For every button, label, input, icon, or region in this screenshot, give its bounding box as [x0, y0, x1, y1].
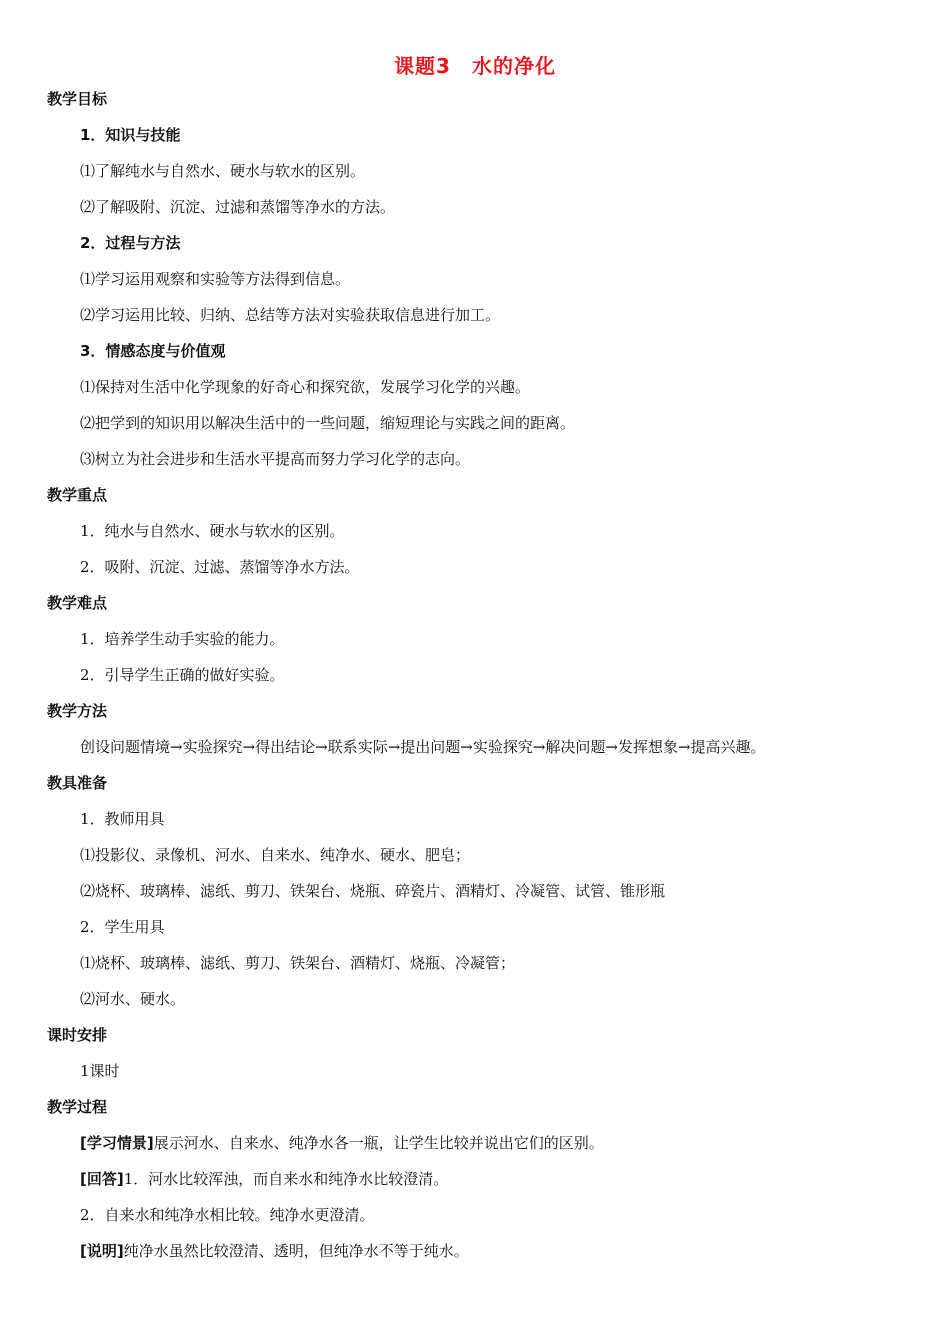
objective-item: ⑴保持对生活中化学现象的好奇心和探究欲，发展学习化学的兴趣。 [80, 378, 531, 396]
subheading-knowledge-skills: 1．知识与技能 [80, 126, 181, 144]
process-tag: [说明] [80, 1242, 124, 1260]
keypoint-item: 1．纯水与自然水、硬水与软水的区别。 [80, 522, 345, 540]
keypoint-item: 2．吸附、沉淀、过滤、蒸馏等净水方法。 [80, 558, 360, 576]
tools-item: ⑴投影仪、录像机、河水、自来水、纯净水、硬水、肥皂； [80, 846, 471, 864]
objective-item: ⑶树立为社会进步和生活水平提高而努力学习化学的志向。 [80, 450, 471, 468]
process-text: 1．河水比较浑浊，而自来水和纯净水比较澄清。 [123, 1170, 449, 1188]
process-text: 纯净水虽然比较澄清、透明，但纯净水不等于纯水。 [123, 1242, 469, 1260]
process-paragraph [80, 1169, 448, 1189]
tools-item: ⑴烧杯、玻璃棒、滤纸、剪刀、铁架台、酒精灯、烧瓶、冷凝管； [80, 954, 516, 972]
tools-subheading-student: 2．学生用具 [80, 918, 165, 936]
objective-item: ⑴学习运用观察和实验等方法得到信息。 [80, 270, 351, 288]
page-title: 课题3 水的净化 [394, 54, 556, 78]
process-paragraph [80, 1133, 604, 1153]
process-tag: [回答] [80, 1170, 124, 1188]
difficulty-item: 1．培养学生动手实验的能力。 [80, 630, 285, 648]
tools-subheading-teacher: 1．教师用具 [80, 810, 165, 828]
subheading-attitude-values: 3．情感态度与价值观 [80, 342, 226, 360]
section-heading-objectives: 教学目标 [47, 90, 108, 108]
section-heading-difficulties: 教学难点 [47, 594, 108, 612]
schedule-text: 1课时 [80, 1062, 120, 1080]
process-text: 展示河水、自来水、纯净水各一瓶，让学生比较并说出它们的区别。 [153, 1134, 604, 1152]
objective-item: ⑵学习运用比较、归纳、总结等方法对实验获取信息进行加工。 [80, 306, 501, 324]
section-heading-schedule: 课时安排 [47, 1026, 108, 1044]
section-heading-methods: 教学方法 [47, 702, 108, 720]
process-paragraph [80, 1241, 469, 1261]
objective-item: ⑵把学到的知识用以解决生活中的一些问题，缩短理论与实践之间的距离。 [80, 414, 576, 432]
process-paragraph: 2．自来水和纯净水相比较。纯净水更澄清。 [80, 1206, 375, 1224]
section-heading-tools: 教具准备 [47, 774, 108, 792]
tools-item: ⑵烧杯、玻璃棒、滤纸、剪刀、铁架台、烧瓶、碎瓷片、酒精灯、冷凝管、试管、锥形瓶 [80, 882, 666, 900]
objective-item: ⑵了解吸附、沉淀、过滤和蒸馏等净水的方法。 [80, 198, 396, 216]
tools-item: ⑵河水、硬水。 [80, 990, 186, 1008]
difficulty-item: 2．引导学生正确的做好实验。 [80, 666, 285, 684]
section-heading-keypoints: 教学重点 [47, 486, 108, 504]
section-heading-process: 教学过程 [47, 1098, 108, 1116]
objective-item: ⑴了解纯水与自然水、硬水与软水的区别。 [80, 162, 366, 180]
process-tag: [学习情景] [80, 1134, 154, 1152]
methods-text: 创设问题情境→实验探究→得出结论→联系实际→提出问题→实验探究→解决问题→发挥想象→提高兴趣。 [80, 738, 766, 756]
subheading-process-methods: 2．过程与方法 [80, 234, 181, 252]
